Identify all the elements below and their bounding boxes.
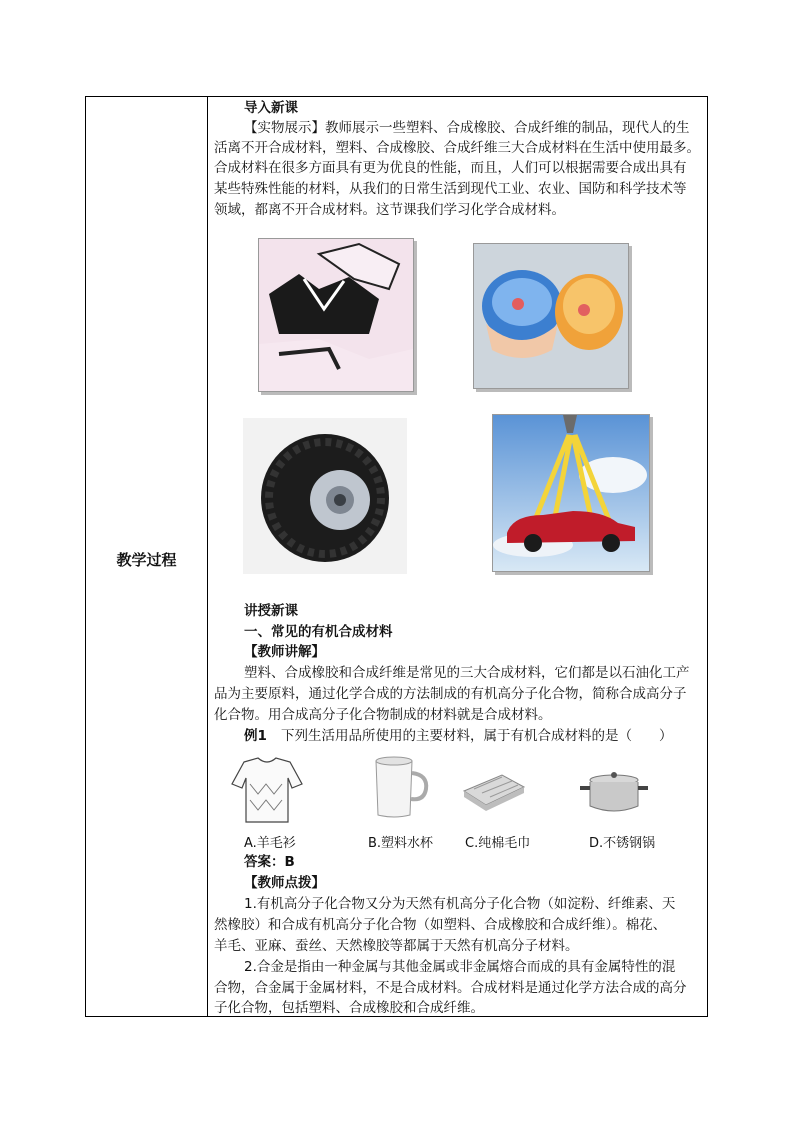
example-question: 下列生活用品所使用的主要材料，属于有机合成材料的是（ ） <box>281 728 673 744</box>
tip-line: 合物，合金属于金属材料，不是合成材料。合成材料是通过化学方法合成的高分 <box>214 980 687 996</box>
tip-line: 羊毛、亚麻、蚕丝、天然橡胶等都属于天然有机高分子材料。 <box>214 938 579 954</box>
option-b: B.塑料水杯 <box>368 836 434 851</box>
lecture-line: 品为主要原料，通过化学合成的方法制成的有机高分子化合物，简称合成高分子 <box>214 686 687 702</box>
cotton-towel-image <box>462 767 526 811</box>
intro-line: 活离不开合成材料，塑料、合成橡胶、合成纤维三大合成材料在生活中使用最多。 <box>214 140 700 156</box>
tip-line: 然橡胶）和合成有机高分子化合物（如塑料、合成橡胶和合成纤维）。棉花、 <box>214 917 667 933</box>
steel-pot-image <box>580 770 648 816</box>
teacher-tip-tag: 【教师点拨】 <box>244 875 325 891</box>
lecture-line: 化合物。用合成高分子化合物制成的材料就是合成材料。 <box>214 707 552 723</box>
sweater-image <box>230 754 304 826</box>
intro-line: 合成材料在很多方面具有更为优良的性能，而且，人们可以根据需要合成出具有 <box>214 160 687 176</box>
basins-photo <box>473 243 629 389</box>
tip-line: 2.合金是指由一种金属与其他金属或非金属熔合而成的具有金属特性的混 <box>244 959 676 975</box>
car-lift-photo <box>492 414 650 572</box>
section-title: 一、常见的有机合成材料 <box>244 624 393 640</box>
tip-line: 1.有机高分子化合物又分为天然有机高分子化合物（如淀粉、纤维素、天 <box>244 896 676 912</box>
intro-line: 领域，都离不开合成材料。这节课我们学习化学合成材料。 <box>214 202 565 218</box>
tip-line: 子化合物，包括塑料、合成橡胶和合成纤维。 <box>214 1000 484 1016</box>
teacher-explain-tag: 【教师讲解】 <box>244 644 325 660</box>
lecture-line: 塑料、合成橡胶和合成纤维是常见的三大合成材料，它们都是以石油化工产 <box>244 665 690 681</box>
intro-line: 【实物展示】教师展示一些塑料、合成橡胶、合成纤维的制品，现代人的生 <box>244 120 690 136</box>
tire-photo <box>243 418 407 574</box>
row-label: 教学过程 <box>116 551 177 569</box>
intro-heading: 导入新课 <box>244 100 298 116</box>
shirts-photo <box>258 238 414 392</box>
column-divider <box>207 97 208 1016</box>
intro-line: 某些特殊性能的材料，从我们的日常生活到现代工业、农业、国防和科学技术等 <box>214 181 687 197</box>
lecture-heading: 讲授新课 <box>244 603 298 619</box>
example-label: 例1 <box>244 728 267 744</box>
answer: 答案：B <box>244 854 295 870</box>
plastic-cup-image <box>372 755 430 819</box>
option-c: C.纯棉毛巾 <box>465 836 531 851</box>
option-d: D.不锈钢锅 <box>589 836 656 851</box>
option-a: A.羊毛衫 <box>244 836 296 851</box>
